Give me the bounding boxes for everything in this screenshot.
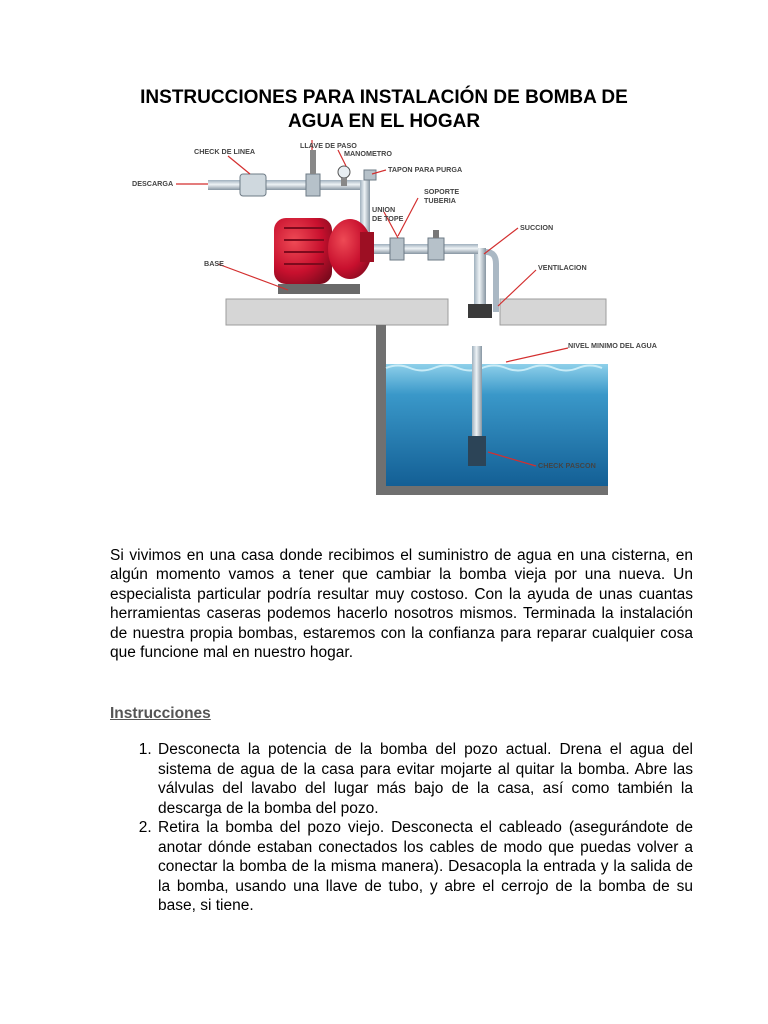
label-base: BASE (204, 259, 224, 268)
red-pump (274, 218, 374, 294)
label-llave-paso: LLAVE DE PASO (300, 141, 357, 150)
step-item: 2. Retira la bomba del pozo viejo. Desconecta el cableado (asegurándote de anotar dónde estaban conectados los cables de modo que puedas volver a conectar la bomba de la misma manera). Desacopla la entrada y la salida de la bomba, usando una llave de tubo, y abre el cerrojo de la bomba de su base, si tiene. (156, 818, 693, 916)
label-succion: SUCCION (520, 223, 554, 232)
pump-installation-diagram (128, 136, 657, 500)
step-item: 1. Desconecta la potencia de la bomba del pozo actual. Drena el agua del sistema de agua de la casa para evitar mojarte al quitar la bomba. Abre las válvulas del lavabo del lugar más bajo de la casa, así como también la descarga de la bomba del pozo. (156, 740, 693, 818)
suction-horizontal (368, 230, 478, 260)
label-descarga: DESCARGA (132, 179, 174, 188)
label-soporte-1: SOPORTE (424, 187, 460, 196)
label-check-linea: CHECK DE LINEA (194, 147, 256, 156)
instruction-steps (110, 740, 693, 916)
label-tapon-purga: TAPON PARA PURGA (388, 165, 463, 174)
title-line-2: AGUA EN EL HOGAR (287, 111, 481, 132)
floor-slab (226, 299, 606, 325)
label-manometro: MANOMETRO (344, 149, 392, 158)
label-union-1: UNION (372, 205, 396, 214)
title-line-1: INSTRUCCIONES PARA INSTALACIÓN DE BOMBA DE (140, 87, 628, 108)
label-union-2: DE TOPE (372, 214, 404, 223)
label-nivel-minimo: NIVEL MINIMO DEL AGUA (568, 341, 657, 350)
label-soporte-2: TUBERIA (424, 196, 456, 205)
page-title (110, 86, 658, 134)
label-ventilacion: VENTILACION (538, 263, 587, 272)
intro-paragraph: Si vivimos en una casa donde recibimos el suministro de agua en una cisterna, en algún momento vamos a tener que cambiar la bomba vieja por una nueva. Un especialista particular podría resultar muy costoso. Con la ayuda de unas cuantas herramientas caseras podemos hacerlo nosotros mismos. Terminada la instalación de nuestra propia bombas, estaremos con la confianza para reparar cualquier cosa que funcione mal en nuestro hogar. (110, 546, 693, 661)
section-heading-instrucciones: Instrucciones (110, 705, 211, 722)
label-check-pascon: CHECK PASCON (538, 461, 596, 470)
